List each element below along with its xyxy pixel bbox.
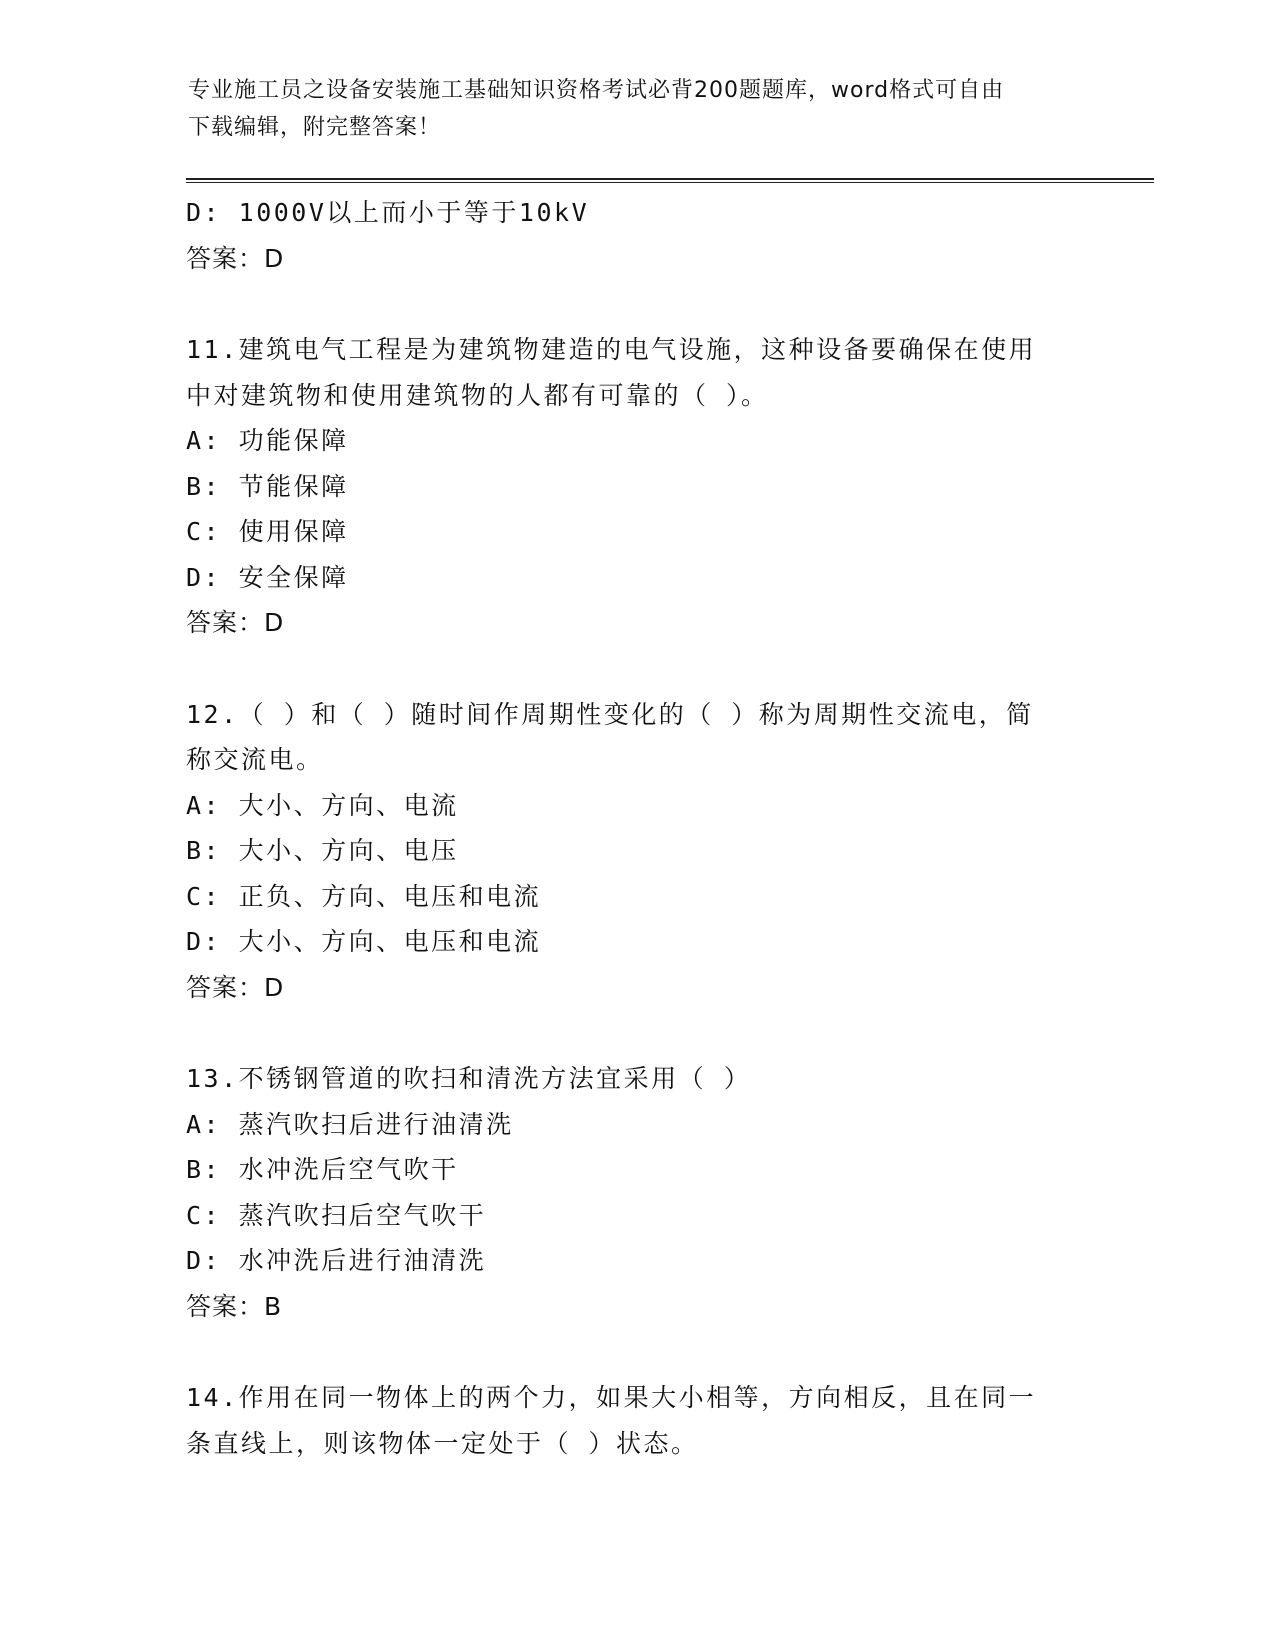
option-d: D: 1000V以上而小于等于10kV <box>186 198 590 227</box>
option-d: D: 大小、方向、电压和电流 <box>186 927 542 956</box>
option-a: A: 大小、方向、电流 <box>186 790 459 820</box>
question-text: 12.（ ）和（ ）随时间作周期性变化的（ ）称为周期性交流电，简 <box>186 699 1034 729</box>
option-a: A: 蒸汽吹扫后进行油清洗 <box>186 1109 514 1139</box>
option-a: A: 功能保障 <box>186 426 349 455</box>
answer-line: 答案：D <box>186 608 285 637</box>
option-b: B: 大小、方向、电压 <box>186 836 459 865</box>
previous-question-tail <box>186 190 1106 281</box>
option-b: B: 节能保障 <box>186 471 349 501</box>
option-c: C: 蒸汽吹扫后空气吹干 <box>186 1200 487 1230</box>
question-text: 13.不锈钢管道的吹扫和清洗方法宜采用（ ） <box>186 1064 752 1093</box>
question-text: 中对建筑物和使用建筑物的人都有可靠的（ ）。 <box>186 380 769 410</box>
answer-line: 答案：D <box>186 972 285 1002</box>
question-11 <box>186 327 1106 646</box>
option-c: C: 使用保障 <box>186 517 349 546</box>
answer-line: 答案：B <box>186 1291 283 1321</box>
header-line-1: 专业施工员之设备安装施工基础知识资格考试必背200题题库，word格式可自由 <box>188 78 1005 103</box>
option-d: D: 安全保障 <box>186 562 349 592</box>
question-12 <box>186 692 1106 1011</box>
question-text: 14.作用在同一物体上的两个力，如果大小相等，方向相反，且在同一 <box>186 1383 1037 1412</box>
spacer <box>186 1329 1106 1375</box>
document-body <box>186 190 1106 1466</box>
header-divider <box>186 178 1154 183</box>
answer-line: 答案：D <box>186 243 285 273</box>
question-text: 11.建筑电气工程是为建筑物建造的电气设施，这种设备要确保在使用 <box>186 335 1037 364</box>
question-13 <box>186 1056 1106 1329</box>
spacer <box>186 281 1106 327</box>
header-line-2: 下载编辑，附完整答案！ <box>188 115 442 140</box>
question-14 <box>186 1375 1106 1466</box>
spacer <box>186 1010 1106 1056</box>
document-header <box>188 72 1088 146</box>
question-text: 称交流电。 <box>186 745 324 774</box>
option-c: C: 正负、方向、电压和电流 <box>186 881 542 911</box>
question-text: 条直线上，则该物体一定处于（ ）状态。 <box>186 1428 699 1458</box>
option-d: D: 水冲洗后进行油清洗 <box>186 1246 487 1275</box>
option-b: B: 水冲洗后空气吹干 <box>186 1155 459 1184</box>
spacer <box>186 646 1106 692</box>
